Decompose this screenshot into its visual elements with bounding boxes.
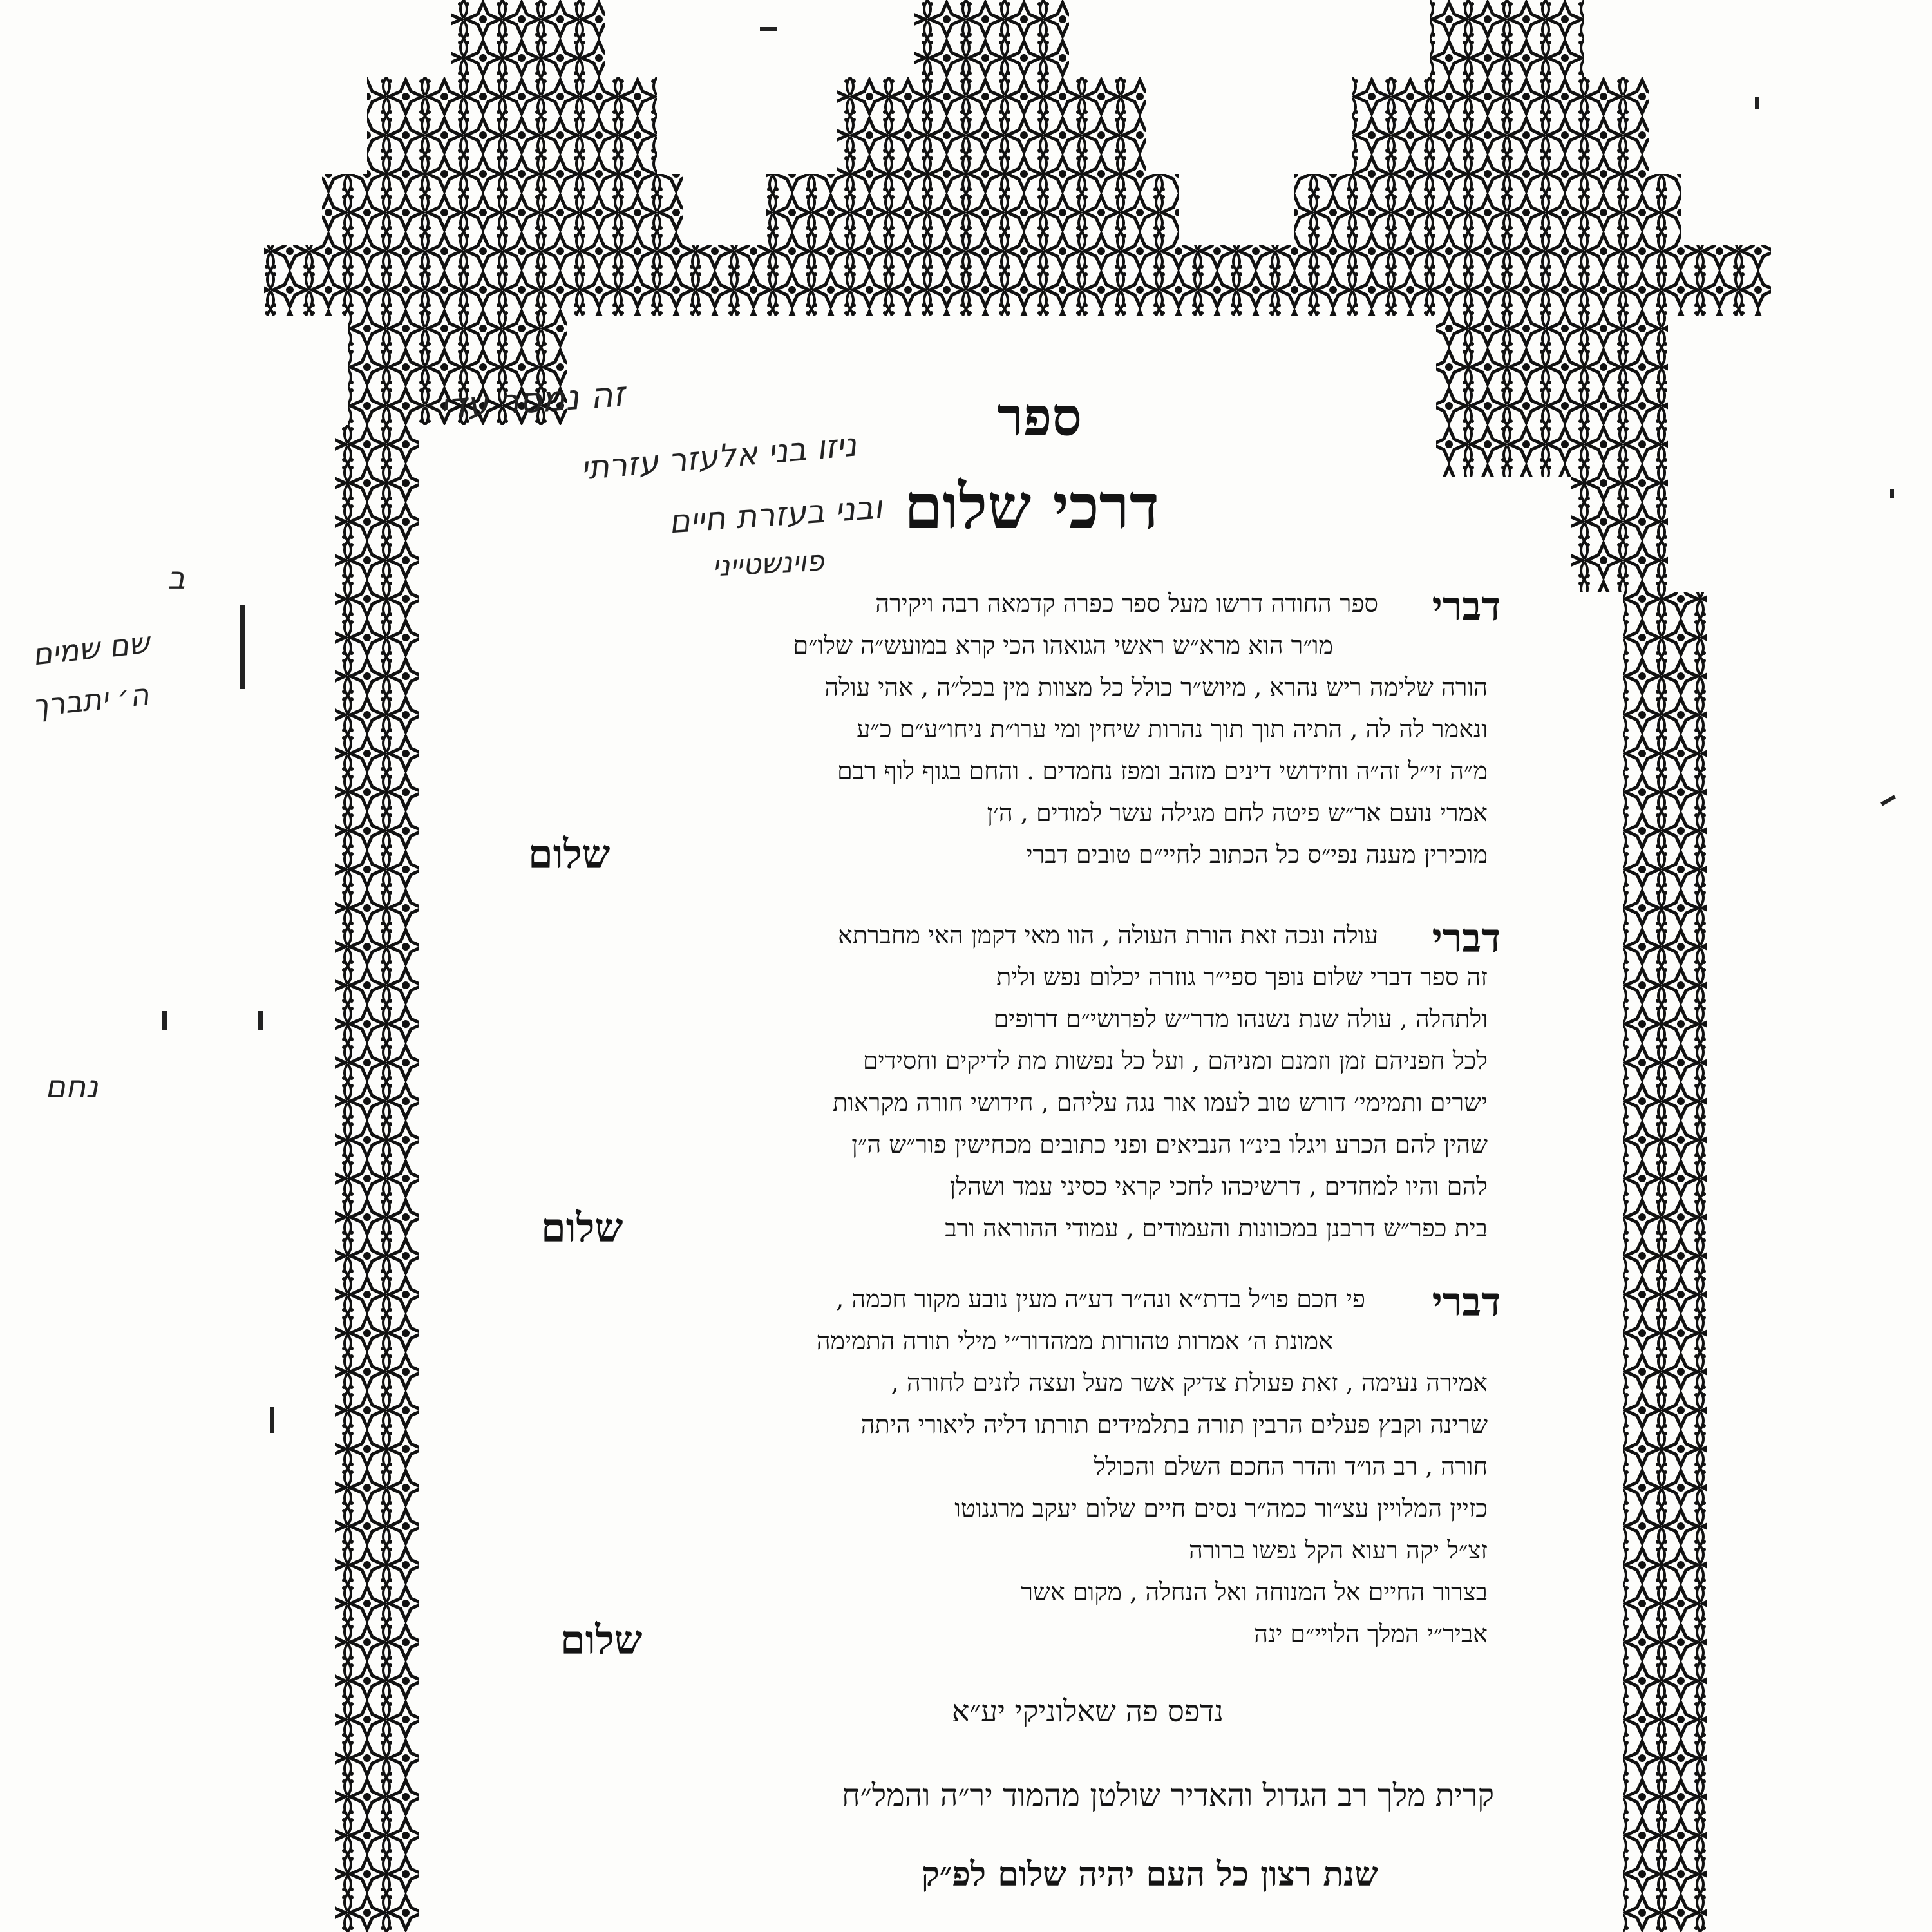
section-2-line-6: שהין להם הכרע ויגלו בינ״ו הנביאים ופני כתובים מכחישין פור״ש ה״ן: [851, 1130, 1488, 1159]
left-border-column: [335, 316, 567, 1932]
imprint-year: שנת רצון כל העם יהיה שלום לפ״ק: [921, 1855, 1378, 1894]
section-2-line-7: להם והיו למחדים , דרשיכהו לחכי קראי כסיני עמד ושהלן: [949, 1172, 1488, 1200]
section-1-line-5: מ״ה זי״ל זה״ה וחידושי דינים מזהב ומפז נחמדים . והחם בגוף לוף רבם: [837, 757, 1488, 785]
section-3-line-2: אמונת ה׳ אמרות טהורות ממהדור״י מילי תורה התמימה: [816, 1327, 1333, 1355]
section-2-line-2: זה ספר דברי שלום נופך ספי״ר גוזרה יכלום נפש ולית: [996, 963, 1488, 991]
imprint-city: קרית מלך רב הגדול והאדיר שולטן מהמוד יר״ה והמל״ח: [842, 1777, 1494, 1814]
section-3-line-9: אביר״י המלך הלויי״ם ינה: [1254, 1620, 1488, 1648]
section-1-shalom: שלום: [528, 831, 611, 878]
section-3-line-5: חורה , רב הו״ד והדר החכם השלם והכולל: [1094, 1452, 1488, 1481]
title-sefer: ספר: [997, 386, 1082, 448]
section-2-line-1: עולה ונכה זאת הורת העולה , הוו מאי דקמן האי מחברתא: [838, 921, 1378, 949]
margin-note-3: ה׳ יתברך: [30, 676, 151, 724]
section-3-line-1: פי חכם פו״ל בדת״א ונה״ר דע״ה מעין נובע מקור חכמה ,: [836, 1285, 1365, 1313]
section-2-line-3: ולתהלה , עולה שנת נשנהו מדר״ש לפרושי״ם דרופים: [993, 1005, 1488, 1033]
section-1-line-6: אמרי נועם אר״ש פיטה לחם מגילה עשר למודים , ה׳ן: [987, 799, 1488, 827]
section-3-line-3: אמירה נעימה , זאת פעולת צדיק אשר מעל ועצה לזנים לחורה ,: [891, 1368, 1488, 1397]
handwritten-line-1: זה נמסר עדי: [438, 374, 626, 427]
imprint-printed: נדפס פה שאלוניקי יע״א: [951, 1694, 1224, 1728]
section-1-line-1: ספר החודה דרשו מעל ספר כפרה קדמאה רבה ויקירה: [875, 589, 1378, 618]
section-3-line-8: בצרור החיים אל המנוחה ואל הנחלה , מקום אשר: [1021, 1578, 1488, 1606]
margin-note-1: ב: [167, 560, 185, 596]
section-3-line-4: שרינה וקבץ פעלים הרבין תורה בתלמידים תורתו דליה ליאורי היתה: [860, 1410, 1488, 1439]
section-1-line-7: מוכירין מענה נפי״ס כל הכתוב לחיי״ם טובים דברי: [1026, 840, 1488, 869]
handwritten-line-2: ניזו בני אלעזר עזרתי: [578, 426, 858, 488]
title-name: דרכי שלום: [904, 470, 1159, 543]
section-1-line-2: מו״ר הוא מרא״ש ראשי הגואהו הכי קרא במועש״ה שלו״ם: [793, 631, 1333, 659]
section-2-line-5: ישרים ותמימי׳ דורש טוב לעמו אור נגה עליהם , חידושי חורה מקראות: [833, 1088, 1488, 1117]
section-3-shalom: שלום: [560, 1616, 643, 1663]
section-2-shalom: שלום: [541, 1204, 623, 1251]
section-2-line-8: בית כפר״ש דרבנן במכוונות והעמודים , עמודי ההוראה ורב: [945, 1214, 1488, 1242]
handwritten-line-3: ובני בעזרת חיים: [667, 488, 884, 541]
margin-note-4: נחם: [45, 1069, 99, 1105]
right-border-column: [1436, 316, 1707, 1932]
section-2-line-4: לכל חפניהם זמן וזמנם ומניהם , ועל כל נפשות מת לדיקים וחסידים: [862, 1046, 1488, 1075]
top-border-band: [264, 0, 1771, 316]
margin-note-2: שם שמים: [30, 625, 151, 672]
section-3-lead: דברי: [1432, 1278, 1501, 1325]
section-3-line-6: כזיין המלויין עצ״ור כמה״ר נסים חיים שלום יעקב מרגנוטו: [954, 1494, 1488, 1522]
section-2-lead: דברי: [1432, 914, 1501, 961]
section-1-line-4: ונאמר לה לה , התיה תוך תוך נהרות שיחין ומי ערו״ת ניחו״ע״ם כ״ע: [857, 715, 1488, 743]
section-1-lead: דברי: [1432, 583, 1501, 630]
handwritten-line-4: פוינשטייני: [712, 544, 826, 583]
section-1-line-3: הורה שלימה ריש נהרא , מיוש״ר כולל כל מצוות מין בכל״ה , אהי עולה: [824, 673, 1488, 701]
section-3-line-7: זצ״ל יקה רעוא הקל נפשו ברורה: [1188, 1536, 1488, 1564]
